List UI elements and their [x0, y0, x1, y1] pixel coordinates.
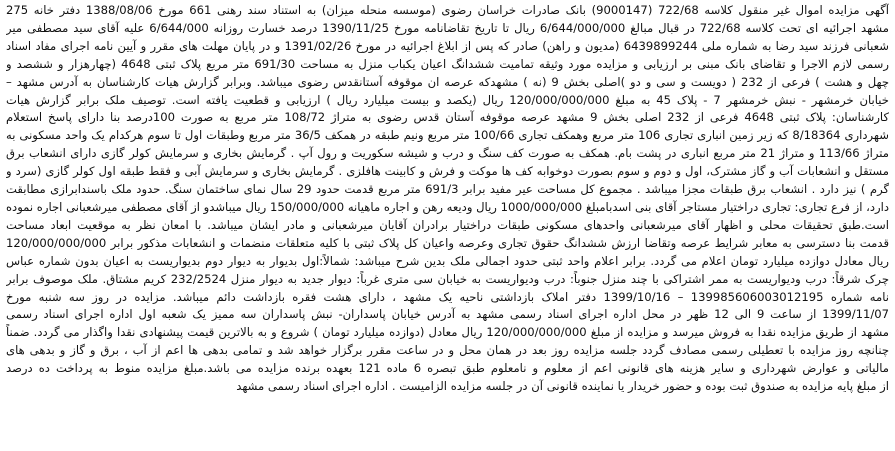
notice-line-14: قدمت بنا دسترسی به معابر شرایط عرصه وتقاضا ارزش ششدانگ حقوق تجاری وعرصه واعیان کل پلاک ثبتی با کلیه متعلقات منضمات و انشعابات مذکور برابر 120/000/000/000 — [6, 235, 889, 250]
notice-line-13: است.طبق تحقیقات محلی و اظهار آقای میرشعبانی واحدهای مسکونی طبقات دراختیار برادران آقایان میرشعبانی و مادر ایشان میباشد. با امعان نظر به موقعیت ابعاد مساحت — [6, 217, 889, 232]
notice-line-1: آگهی مزایده اموال غیر منقول کلاسه 722/68 (9000147) بانک صادرات خراسان رضوی (موسسه منحله میزان) به استناد سند رهنی 661 مورخ 1388/08/06 دفتر خانه 275 — [6, 3, 889, 17]
notice-line-11: گرم ) نیز دارد . انشعاب برق طبقات مجزا میباشد . مجموع کل مساحت عیر مفید برابر 691/3 متر مربع قدمت حدود 29 سال نمای ساختمان سنگ. حدود ملک باسندابرازی مطابقت — [6, 182, 889, 197]
notice-line-22: از مبلغ پایه مزایده به صندوق ثبت بوده و حضور خریدار یا نماینده قانونی آن در جلسه مزایده الزامیست . اداره اجرای اسناد رسمی مشهد — [236, 379, 889, 394]
notice-line-2: مشهد اجرائیه ای تحت کلاسه 722/68 در قبال مبالغ 6/644/000/000 ریال تا تاریخ تقاضانامه مورخ 1390/11/25 درصد خسارت روزانه 6/644/000 علیه آقای سید مصطفی میر — [6, 20, 889, 35]
notice-line-3: شعبانی فرزند سید رضا به شماره ملی 6439899244 (مدیون و راهن) صادر که پس از ابلاغ اجرائیه در مورخ 1391/02/26 و در پایان مهلت های مقرر و آیین نامه اجرای مفاد اسناد — [6, 38, 889, 53]
notice-line-18: 1399/11/07 از ساعت 9 الی 12 ظهر در محل اداره اجرای اسناد رسمی مشهد به آدرس خیابان پاسداران- نبش پاسداران سه ممیز یک شعبه اول اداره اجرای اسناد رسمی — [6, 307, 889, 322]
notice-line-20: چنانچه روز مزایده با تعطیلی رسمی مصادف گردد جلسه مزایده روز بعد در همان محل و در ساعت مقرر برگزار خواهد شد و تمامی بدهی ها اعم از آب ، برق و گاز و بدهی های — [6, 343, 889, 358]
notice-line-7: کارشناسان: پلاک ثبتی 4648 فرعی از 232 اصلی بخش 9 مشهد عرصه موقوفه آستان قدس رضوی به متراژ 108/72 متر مربع به صورت 100درصد بنا دارای پاسخ استعلام — [6, 110, 889, 125]
notice-line-10: مستقل و انشعابات آب و گاز مشترک، اول و دوم و سوم بصورت دوخوابه کف ها موکت و فرش و کابینت هافلزی . گرمایش بخاری و سرمایش آبی و فقط طبقه اول کولر گازی (سرد و — [6, 164, 889, 179]
notice-line-16: چرک شرقاً: درب ودیواریست به ممر اشتراکی با چند منزل جنوباً: درب ودیواریست به خیابان سی متری غرباً: دیوار جدید به دیوار منزل 232/2524 کریم مشتاق. ملک موصوف برابر — [6, 271, 889, 286]
notice-line-5: چهل و هشت ) فرعی از 232 ( دویست و سی و دو )اصلی بخش 9 (نه ) مشهدکه عرصه ان موقوفه آستانقدس رضوی میباشد. وبرابر گزارش هیات کارشناسان به آدرس مشهد – — [6, 74, 889, 89]
notice-line-6: خیابان خرمشهر - نبش خرمشهر 7 - پلاک 45 به مبلغ 120/000/000/000 ریال (یکصد و بیست میلیارد ریال ) ارزیابی و قطعیت یافته است. توصیف ملک برابر گزارش هیات — [6, 92, 889, 107]
notice-line-9: متراژ 113/66 و متراژ 21 متر مربع انباری در پشت بام. همکف به صورت کف سنگ و درب و شیشه سکوریت و رول آپ . گرمایش بخاری و سرمایش کولر گازی دارای انشعاب برق — [6, 146, 889, 161]
notice-line-19: مشهد از طریق مزایده نقدا به فروش میرسد و مزایده از مبلغ 120/000/000/000 ریال معادل (دوازده میلیارد تومان ) شروع و به بالاترین قیمت پیشنهادی نقدا واگذار می گردد. ضمناً — [6, 325, 889, 340]
notice-line-15: ریال معادل دوازده میلیارد تومان اعلام می گردد. برابر اعلام واحد ثبتی حدود اجمالی ملک بدین شرح میباشد: شمالاً:اول بدیوار به دیوار دوم بدیواریست به اعیان بدون شماره عباس — [6, 253, 889, 268]
notice-line-21: مالیاتی و عوارض شهرداری و سایر هزینه های قانونی اعم از معلوم و نامعلوم طبق تبصره 6 ماده 121 بعهده برنده مزایده می باشد.مبلغ مزایده منوط به پرداخت ده درصد — [6, 361, 889, 376]
notice-line-4: رسمی لازم الاجرا و تقاضای بانک مبنی بر ارزیابی و مزایده مورد وثیقه تمامیت ششدانگ اعیان یکباب منزل به مساحت 691/30 متر مربع پلاک ثبتی 4648 (چهارهزار و ششصد و — [6, 56, 889, 71]
notice-line-8: شهرداری 8/18364 که زیر زمین انباری تجاری 106 متر مربع وهمکف تجاری 100/66 متر مربع ونیم طبقه در همکف 36/5 متر مربع وطبقات اول تا سوم هرکدام یک واحد مسکونی به — [6, 128, 889, 143]
notice-line-12: دارد، از فرع تجاری: تجاری دراختیار مستاجر آقای بنی اسدبامبلغ 1000/000/000 ریال ودیعه رهن و اجاره ماهیانه 150/000/000 ریال میباشدو از آقای مصطفی میرشعبانی اجاره نموده — [6, 199, 889, 214]
notice-line-17: نامه شماره 139985606003012195 – 1399/10/16 دفتر املاک بازداشتی ناحیه یک مشهد ، دارای هشت فقره بازداشت دائم میباشد. مزایده در روز سه شنبه مورخ — [6, 289, 889, 304]
